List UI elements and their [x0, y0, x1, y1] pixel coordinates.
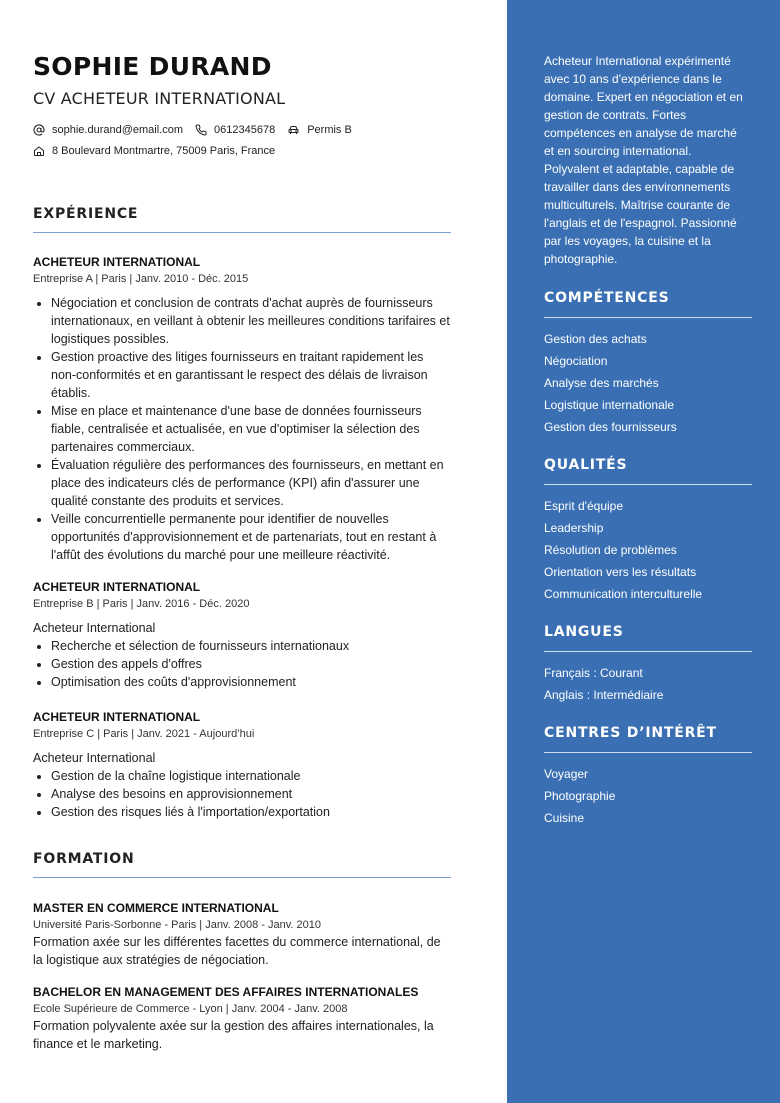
quality-item: Leadership: [544, 521, 604, 535]
languages-heading: LANGUES: [544, 624, 752, 652]
candidate-name: SOPHIE DURAND: [33, 52, 272, 81]
job-meta: Entreprise A | Paris | Janv. 2010 - Déc. 2015: [33, 273, 249, 285]
interest-item: Cuisine: [544, 811, 585, 825]
language-item: Français : Courant: [544, 666, 643, 680]
list-item: • Analyse des besoins en approvisionnement: [51, 785, 451, 803]
job-bullets: [33, 294, 451, 564]
degree-title: MASTER EN COMMERCE INTERNATIONAL: [33, 901, 279, 915]
skill-item: Négociation: [544, 354, 608, 368]
qualities-heading: QUALITÉS: [544, 457, 752, 485]
phone-text: 0612345678: [214, 124, 276, 136]
at-icon: [33, 124, 45, 136]
job-title: ACHETEUR INTERNATIONAL: [33, 255, 201, 269]
degree-title: BACHELOR EN MANAGEMENT DES AFFAIRES INTERNATIONALES: [33, 985, 419, 999]
home-icon: [33, 145, 45, 157]
address-info: [33, 145, 275, 157]
job-bullets: [33, 637, 451, 691]
phone-contact[interactable]: [195, 124, 275, 136]
address-text: 8 Boulevard Montmartre, 75009 Paris, France: [52, 145, 276, 157]
contact-info: [33, 121, 364, 163]
list-item: • Veille concurrentielle permanente pour identifier de nouvelles opportunités d'approvisionnement et de partenariats, tout en restant à l'affût des évolutions du marché pour une meilleure réactivité.: [51, 510, 451, 564]
interests-section: [544, 725, 752, 831]
sidebar: [507, 0, 780, 1103]
skill-item: Gestion des fournisseurs: [544, 420, 677, 434]
list-item: • Gestion de la chaîne logistique internationale: [51, 767, 451, 785]
skills-section: [544, 290, 752, 440]
skill-item: Logistique internationale: [544, 398, 675, 412]
education-entry: [33, 900, 451, 969]
list-item: • Recherche et sélection de fournisseurs internationaux: [51, 637, 451, 655]
job-title: ACHETEUR INTERNATIONAL: [33, 710, 201, 724]
car-icon: [287, 124, 300, 136]
job-meta: Entreprise B | Paris | Janv. 2016 - Déc. 2020: [33, 598, 250, 610]
phone-icon: [195, 124, 207, 136]
education-entry: [33, 984, 451, 1053]
languages-section: [544, 624, 752, 708]
list-item: • Gestion des risques liés à l'importation/exportation: [51, 803, 451, 821]
job-intro: Acheteur International: [33, 621, 156, 635]
interest-item: Voyager: [544, 767, 589, 781]
skills-heading: COMPÉTENCES: [544, 290, 752, 318]
language-item: Anglais : Intermédiaire: [544, 688, 664, 702]
cv-title: CV ACHETEUR INTERNATIONAL: [33, 89, 286, 108]
degree-meta: Ecole Supérieure de Commerce - Lyon | Janv. 2004 - Janv. 2008: [33, 1003, 348, 1015]
quality-item: Orientation vers les résultats: [544, 565, 697, 579]
interest-item: Photographie: [544, 789, 616, 803]
interests-heading: CENTRES D’INTÉRÊT: [544, 725, 752, 753]
email-text: sophie.durand@email.com: [52, 124, 184, 136]
job-bullets: [33, 767, 451, 821]
job-meta: Entreprise C | Paris | Janv. 2021 - Aujourd’hui: [33, 728, 255, 740]
quality-item: Esprit d'équipe: [544, 499, 624, 513]
list-item: • Négociation et conclusion de contrats d'achat auprès de fournisseurs internationaux, en veillant à obtenir les meilleures conditions tarifaires et logistiques possibles.: [51, 294, 451, 348]
job-intro: Acheteur International: [33, 751, 156, 765]
degree-description: Formation axée sur les différentes facettes du commerce international, de la logistique aux stratégies de négociation.: [33, 935, 441, 967]
license-text: Permis B: [307, 124, 352, 136]
list-item: • Optimisation des coûts d'approvisionnement: [51, 673, 451, 691]
list-item: • Mise en place et maintenance d'une base de données fournisseurs fiable, centralisée et actualisée, en vue d'optimiser la sélection des partenaires commerciaux.: [51, 402, 451, 456]
skill-item: Analyse des marchés: [544, 376, 659, 390]
job-entry: [33, 709, 451, 821]
job-title: ACHETEUR INTERNATIONAL: [33, 580, 201, 594]
quality-item: Résolution de problèmes: [544, 543, 677, 557]
profile-summary: Acheteur International expérimenté avec 10 ans d'expérience dans le domaine. Expert en négociation et en gestion de contrats. Fortes compétences en analyse de marché et en sourcing international. Polyvalent et adaptable, capable de travailler dans des environnements multiculturels. Maîtrise courante de l'anglais et de l'espagnol. Passionné par les voyages, la cuisine et la photographie.: [544, 54, 743, 266]
job-entry: [33, 254, 451, 564]
education-heading: FORMATION: [33, 851, 451, 878]
email-contact[interactable]: [33, 124, 183, 136]
degree-description: Formation polyvalente axée sur la gestion des affaires internationales, la finance et le marketing.: [33, 1019, 434, 1051]
list-item: • Gestion des appels d'offres: [51, 655, 451, 673]
qualities-section: [544, 457, 752, 607]
experience-heading: EXPÉRIENCE: [33, 206, 451, 233]
skill-item: Gestion des achats: [544, 332, 647, 346]
job-entry: [33, 579, 451, 691]
list-item: • Gestion proactive des litiges fournisseurs en traitant rapidement les non-conformités et en garantissant le respect des délais de livraison établis.: [51, 348, 451, 402]
quality-item: Communication interculturelle: [544, 587, 703, 601]
license-info: [287, 124, 352, 136]
list-item: • Évaluation régulière des performances des fournisseurs, en mettant en place des indicateurs clés de performance (KPI) afin d'assurer une qualité constante des produits et services.: [51, 456, 451, 510]
degree-meta: Université Paris-Sorbonne - Paris | Janv. 2008 - Janv. 2010: [33, 919, 321, 931]
